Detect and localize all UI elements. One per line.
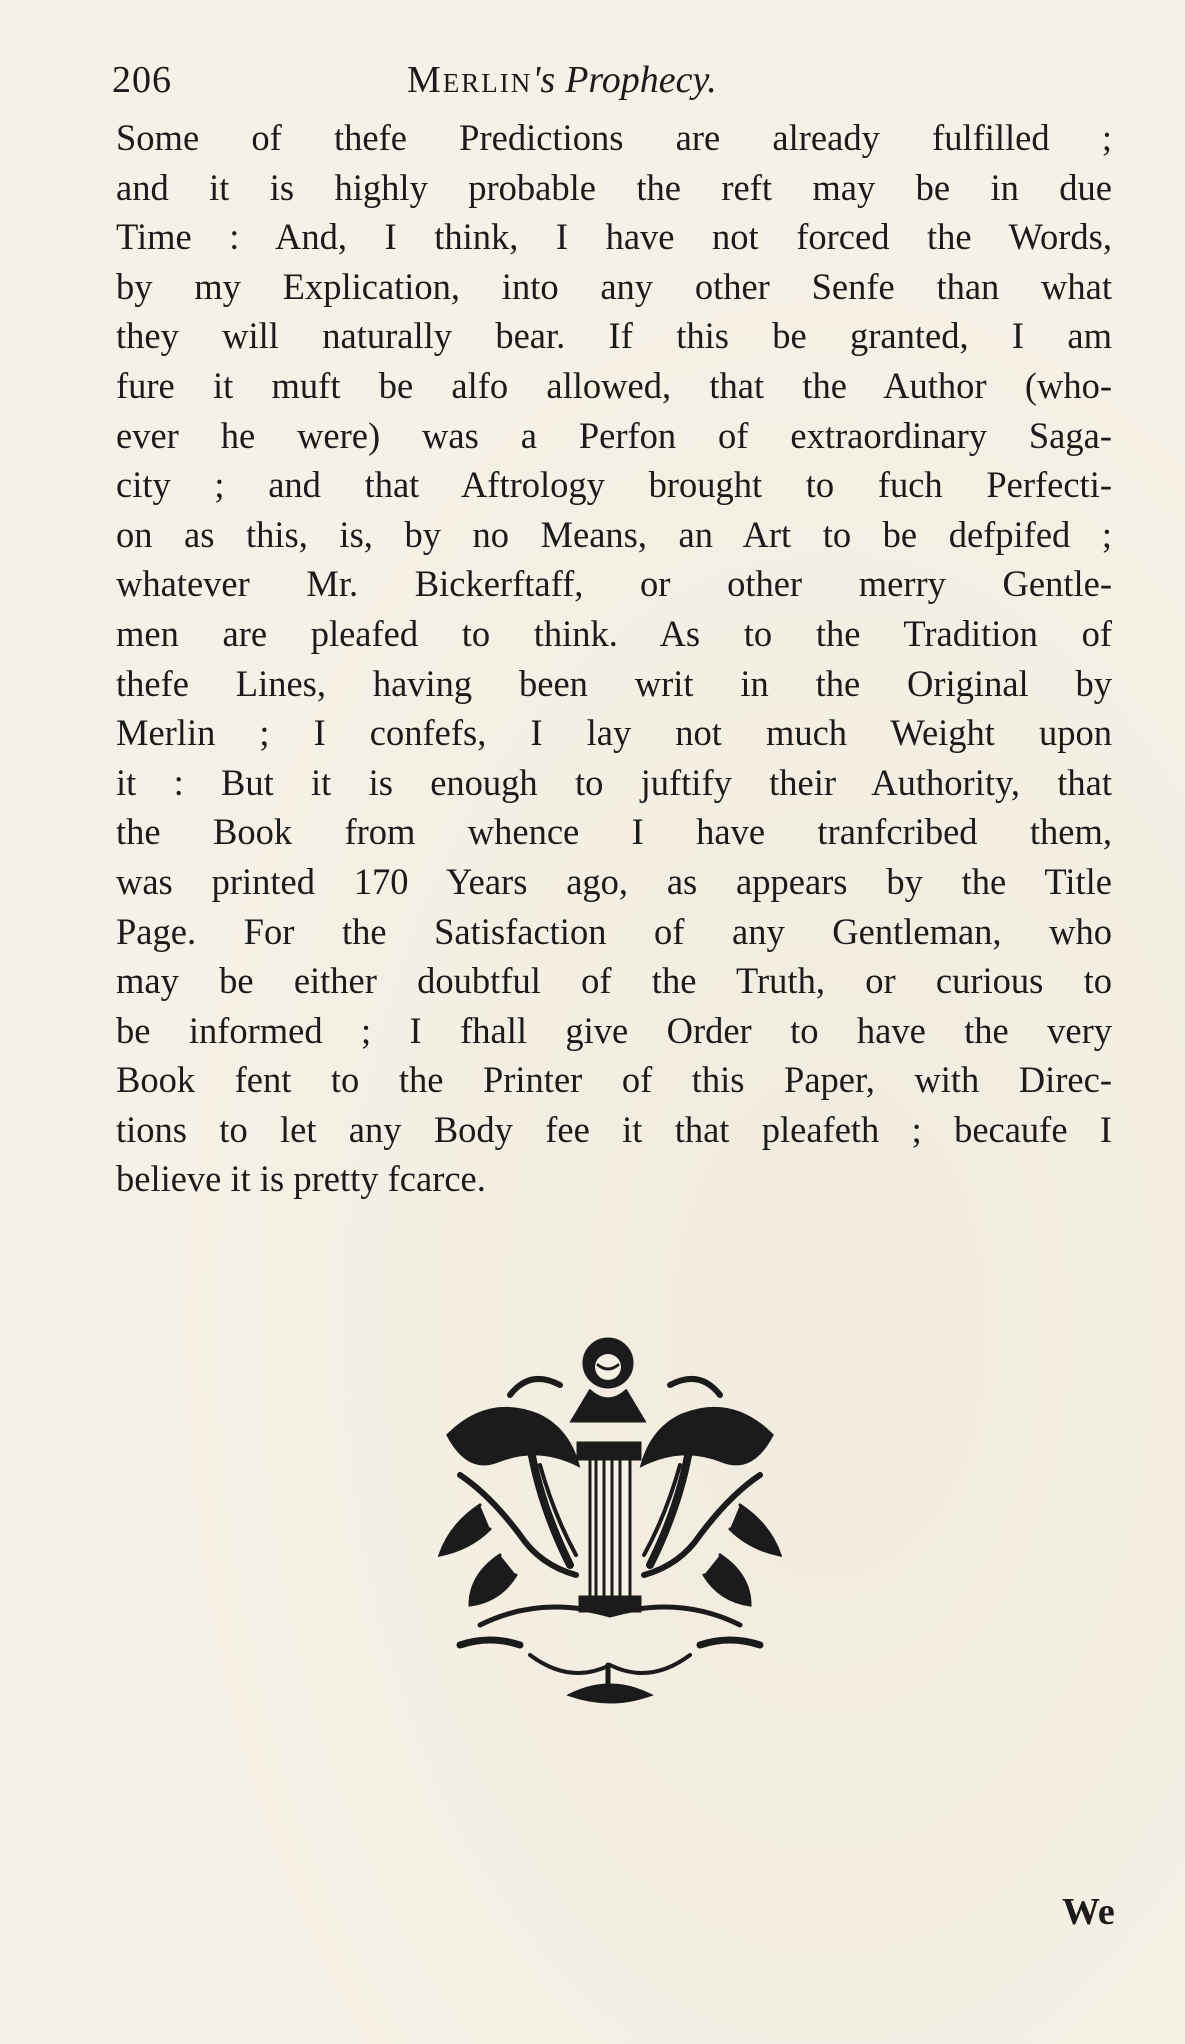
catchword: We xyxy=(1062,1891,1115,1933)
text-line: Merlin ; I confefs, I lay not much Weight upon xyxy=(116,712,1112,754)
running-title-word: Prophecy. xyxy=(565,59,717,101)
text-line: Book fent to the Printer of this Paper, with Direc- xyxy=(116,1059,1112,1101)
text-line: it : But it is enough to juftify their Authority, that xyxy=(116,761,1112,803)
text-line: they will naturally bear. If this be granted, I am xyxy=(116,315,1112,357)
text-line: was printed 170 Years ago, as appears by the Title xyxy=(116,860,1112,902)
text-line: Time : And, I think, I have not forced the Words, xyxy=(116,216,1112,258)
text-line: be informed ; I fhall give Order to have the very xyxy=(116,1009,1112,1051)
text-line: fure it muft be alfo allowed, that the Author (who- xyxy=(116,364,1112,406)
text-line: and it is highly probable the reft may be in due xyxy=(116,166,1112,208)
text-line: the Book from whence I have tranfcribed them, xyxy=(116,811,1112,853)
text-line: believe it is pretty fcarce. xyxy=(116,1158,486,1200)
running-title xyxy=(407,54,717,106)
page-number: 206 xyxy=(112,59,172,101)
running-title-possessive: 's xyxy=(532,59,556,101)
text-line: Some of thefe Predictions are already fulfilled ; xyxy=(116,117,1112,158)
running-head xyxy=(112,54,822,106)
text-line: ever he were) was a Perfon of extraordinary Saga- xyxy=(116,414,1112,456)
text-line: thefe Lines, having been writ in the Original by xyxy=(116,662,1112,704)
running-title-name: Merlin xyxy=(407,59,533,101)
text-line: may be either doubtful of the Truth, or curious to xyxy=(116,960,1112,1002)
text-line: men are pleafed to think. As to the Tradition of xyxy=(116,612,1112,654)
text-line: on as this, is, by no Means, an Art to be defpifed ; xyxy=(116,513,1112,555)
text-line: by my Explication, into any other Senfe than what xyxy=(116,265,1112,307)
text-line: tions to let any Body fee it that pleafeth ; becaufe I xyxy=(116,1108,1112,1150)
text-line: city ; and that Aftrology brought to fuch Perfecti- xyxy=(116,464,1112,506)
text-line: whatever Mr. Bickerftaff, or other merry Gentle- xyxy=(116,563,1112,605)
tailpiece-ornament-icon xyxy=(420,1325,800,1720)
text-line: Page. For the Satisfaction of any Gentleman, who xyxy=(116,910,1112,952)
body-paragraph xyxy=(116,113,1112,1204)
